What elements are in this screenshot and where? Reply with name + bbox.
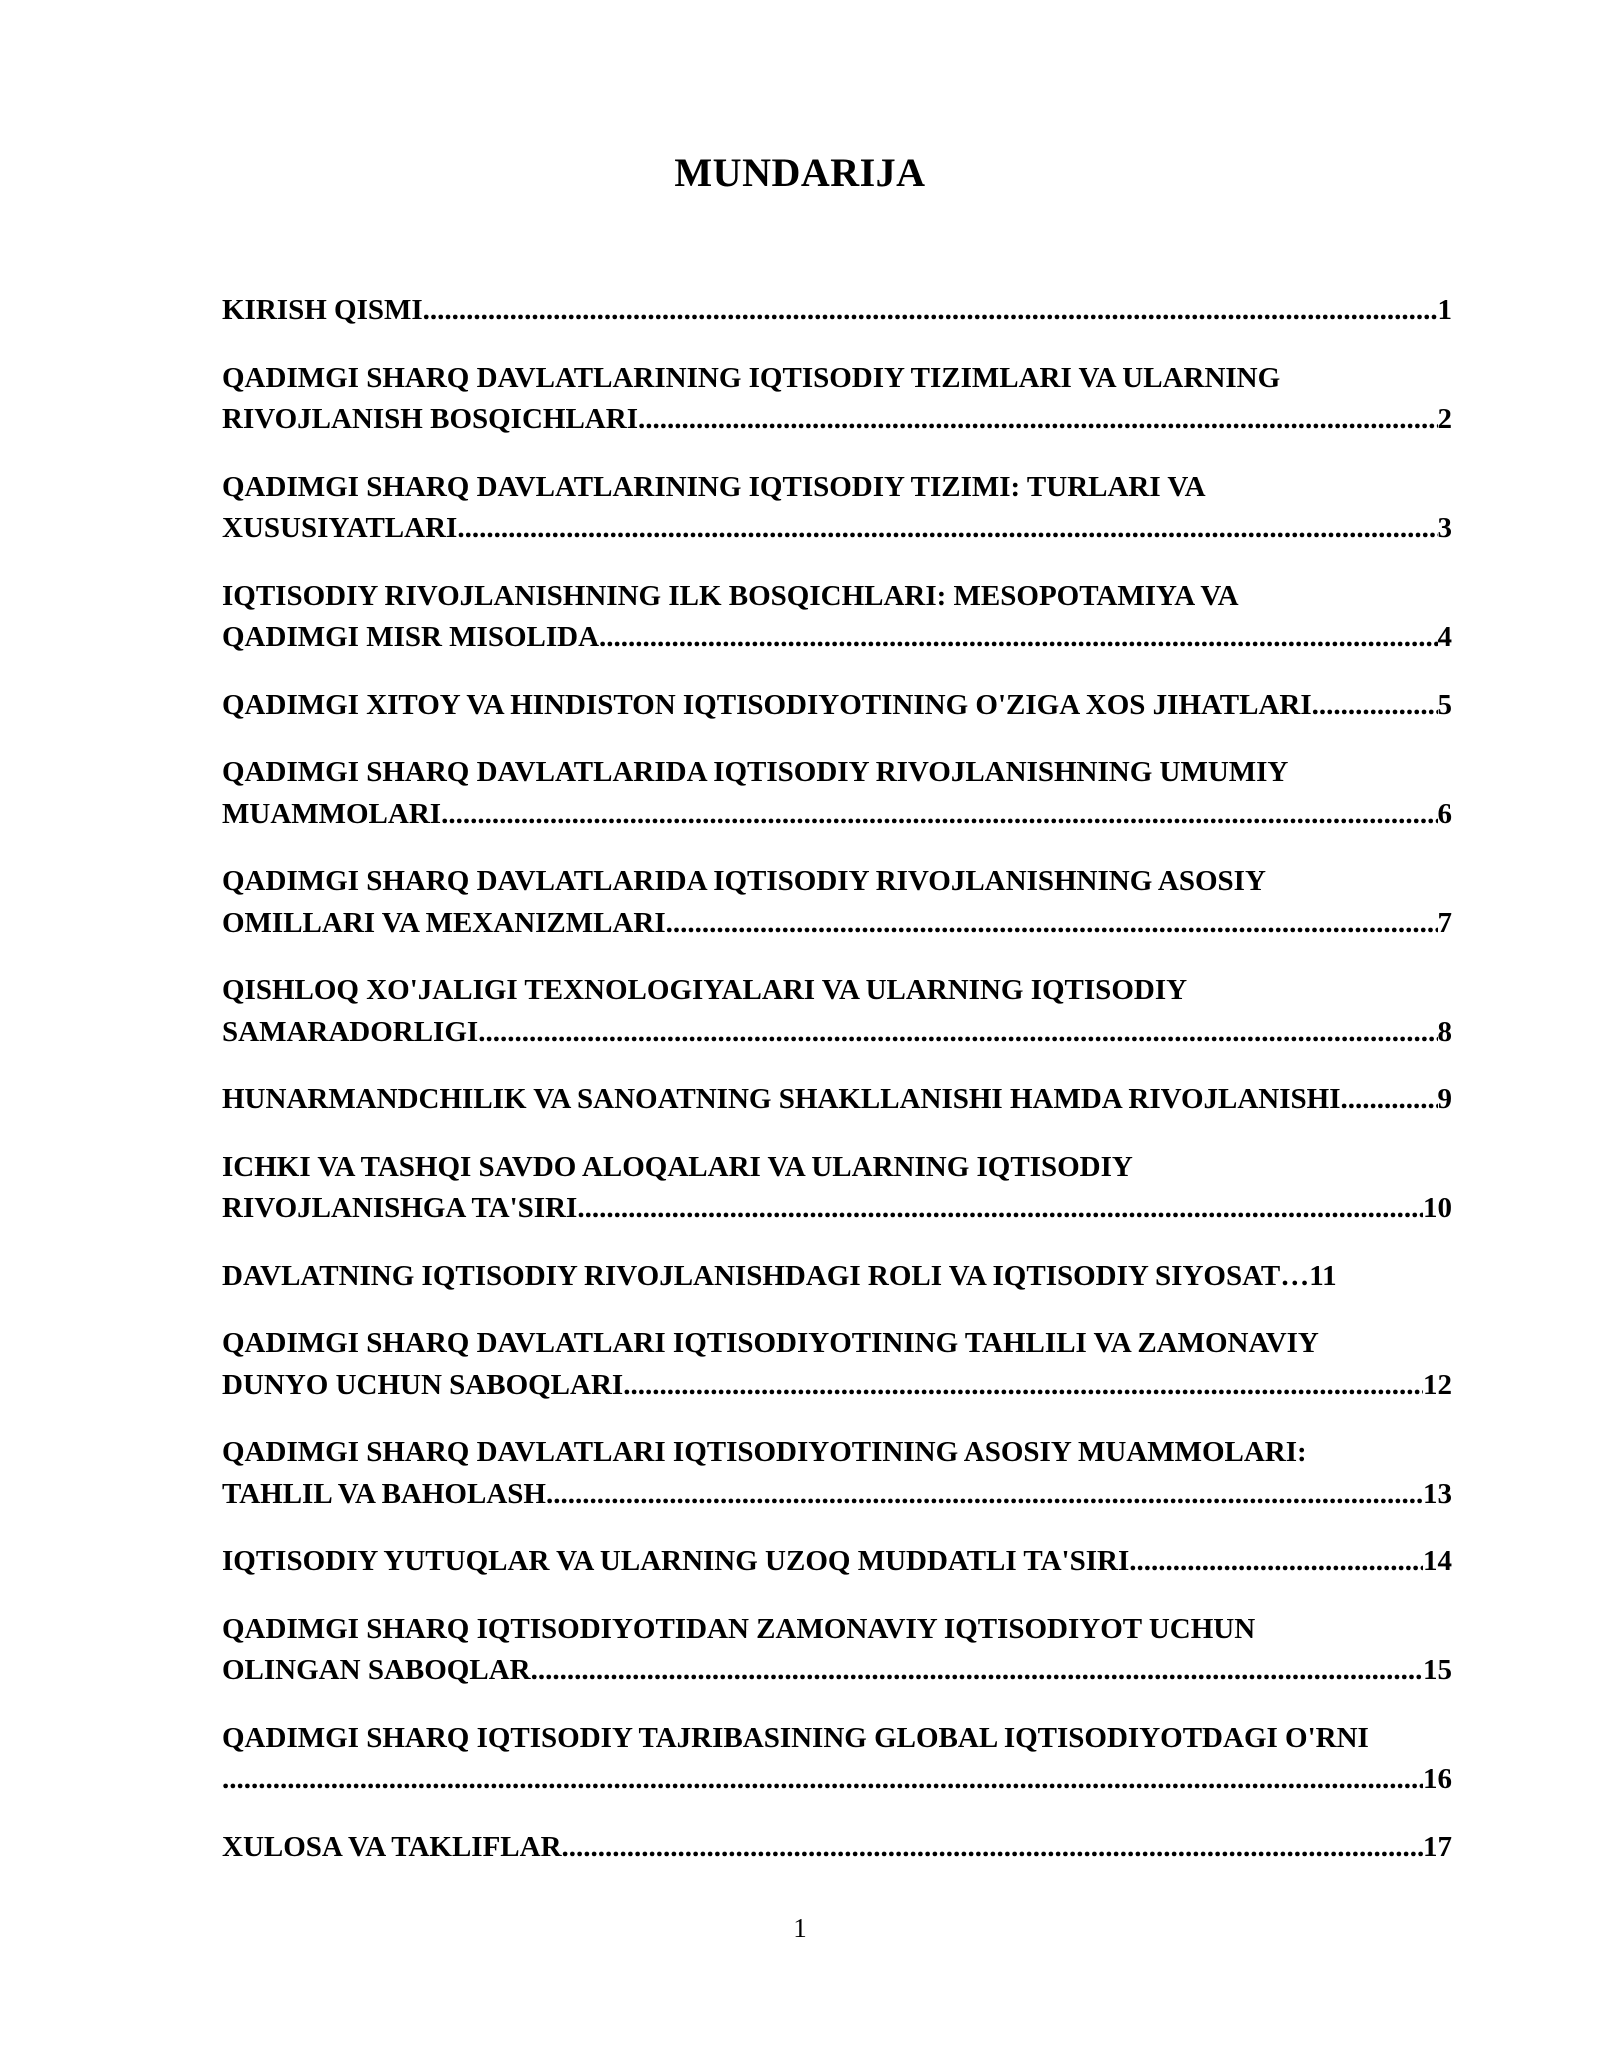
toc-entry-leader-line	[222, 1365, 1452, 1407]
toc-entry[interactable]	[222, 1827, 1452, 1869]
dot-leader	[638, 399, 1438, 441]
toc-entry[interactable]	[222, 1256, 1452, 1298]
toc-entry-title-line: ICHKI VA TASHQI SAVDO ALOQALARI VA ULARNING IQTISODIY	[222, 1150, 1133, 1183]
dot-leader	[457, 508, 1437, 550]
toc-entry-title: QADIMGI MISR MISOLIDA	[222, 621, 600, 653]
toc-entry-title: KIRISH QISMI	[222, 294, 423, 326]
dot-leader	[562, 1827, 1423, 1869]
toc-entry-title-line: QISHLOQ XO'JALIGI TEXNOLOGIYALARI VA ULARNING IQTISODIY	[222, 974, 1188, 1006]
toc-page-number: 10	[1423, 1192, 1452, 1224]
toc-page-number: 8	[1437, 1015, 1452, 1048]
toc-entry-leader-line	[222, 1012, 1452, 1054]
toc-entry[interactable]	[222, 290, 1452, 332]
toc-entry[interactable]	[222, 1541, 1452, 1583]
toc-entry-title: IQTISODIY YUTUQLAR VA ULARNING UZOQ MUDDATLI TA'SIRI	[222, 1545, 1130, 1577]
toc-entry-title-line: QADIMGI SHARQ DAVLATLARIDA IQTISODIY RIVOJLANISHNING UMUMIY	[222, 756, 1289, 788]
toc-entry-leader-line	[222, 903, 1452, 945]
table-of-contents	[222, 290, 1452, 1894]
toc-entry-leader-line	[222, 1079, 1452, 1121]
toc-entry-title: HUNARMANDCHILIK VA SANOATNING SHAKLLANISHI HAMDA RIVOJLANISHI	[222, 1083, 1341, 1115]
toc-entry-title: RIVOJLANISHGA TA'SIRI	[222, 1192, 578, 1224]
toc-entry-leader-line	[222, 290, 1452, 332]
toc-entry[interactable]	[222, 1079, 1452, 1121]
dot-leader	[441, 794, 1437, 836]
toc-entry-title: MUAMMOLARI	[222, 797, 442, 830]
toc-entry[interactable]	[222, 861, 1452, 944]
toc-page-number: 14	[1423, 1545, 1452, 1577]
toc-entry-title: OLINGAN SABOQLAR	[222, 1654, 531, 1686]
toc-entry[interactable]	[222, 1609, 1452, 1692]
toc-page-number: 17	[1423, 1830, 1452, 1863]
dot-leader	[599, 617, 1437, 659]
dot-leader	[546, 1474, 1423, 1516]
toc-entry-leader-line	[222, 617, 1452, 659]
dot-leader	[423, 290, 1438, 332]
page-number: 1	[793, 1913, 807, 1943]
page-title: MUNDARIJA	[674, 150, 926, 195]
toc-page-number: 9	[1437, 1083, 1452, 1115]
toc-entry-title: TAHLIL VA BAHOLASH	[222, 1477, 546, 1510]
toc-entry-leader-line	[222, 1650, 1452, 1692]
toc-page-number: 2	[1437, 403, 1452, 435]
toc-page-number: 11	[1309, 1259, 1337, 1292]
dot-leader	[577, 1188, 1423, 1230]
toc-entry-title: XUSUSIYATLARI	[222, 512, 458, 544]
toc-entry-leader-line	[222, 1541, 1452, 1583]
toc-entry-leader-line	[222, 1188, 1452, 1230]
toc-entry[interactable]	[222, 1147, 1452, 1230]
toc-entry-leader-line	[222, 1827, 1452, 1869]
dot-leader	[222, 1759, 1423, 1801]
toc-entry-title-line: QADIMGI SHARQ IQTISODIY TAJRIBASINING GLOBAL IQTISODIYOTDAGI O'RNI	[222, 1721, 1369, 1754]
toc-entry-leader-line	[222, 1474, 1452, 1516]
toc-entry[interactable]	[222, 1323, 1452, 1406]
dot-leader	[1129, 1541, 1423, 1583]
toc-entry-title-line: QADIMGI SHARQ IQTISODIYOTIDAN ZAMONAVIY IQTISODIYOT UCHUN	[222, 1612, 1256, 1645]
dot-leader	[1312, 685, 1438, 727]
toc-entry[interactable]	[222, 1718, 1452, 1801]
toc-entry-title-line: QADIMGI SHARQ DAVLATLARINING IQTISODIY TIZIMI: TURLARI VA	[222, 470, 1206, 503]
toc-entry-leader-line	[222, 794, 1452, 836]
toc-entry-title: SAMARADORLIGI	[222, 1015, 479, 1048]
toc-entry-leader-line	[222, 399, 1452, 441]
toc-page-number: 13	[1423, 1477, 1452, 1510]
toc-entry[interactable]	[222, 1432, 1452, 1515]
toc-entry-title: DUNYO UCHUN SABOQLARI	[222, 1368, 624, 1401]
dot-leader	[666, 903, 1438, 945]
toc-entry[interactable]	[222, 358, 1452, 441]
dot-leader	[478, 1012, 1437, 1054]
toc-page-number: 6	[1437, 797, 1452, 830]
toc-entry-title-line: QADIMGI SHARQ DAVLATLARI IQTISODIYOTINING TAHLILI VA ZAMONAVIY	[222, 1327, 1319, 1359]
toc-page-number: 5	[1437, 688, 1452, 721]
toc-entry[interactable]	[222, 970, 1452, 1053]
toc-entry[interactable]	[222, 576, 1452, 659]
toc-page-number: 12	[1423, 1368, 1452, 1401]
toc-entry-title-line: QADIMGI SHARQ DAVLATLARI IQTISODIYOTINING ASOSIY MUAMMOLARI:	[222, 1436, 1307, 1468]
toc-page-number: 7	[1437, 906, 1452, 939]
toc-entry-leader-line	[222, 1759, 1452, 1801]
toc-entry-title: DAVLATNING IQTISODIY RIVOJLANISHDAGI ROLI VA IQTISODIY SIYOSAT…	[222, 1259, 1310, 1292]
toc-entry[interactable]	[222, 467, 1452, 550]
toc-entry-leader-line	[222, 685, 1452, 727]
toc-entry-title-line: IQTISODIY RIVOJLANISHNING ILK BOSQICHLARI: MESOPOTAMIYA VA	[222, 579, 1239, 612]
toc-entry-title: XULOSA VA TAKLIFLAR	[222, 1830, 562, 1863]
toc-entry-title: RIVOJLANISH BOSQICHLARI	[222, 403, 638, 435]
toc-page-number: 3	[1437, 512, 1452, 544]
toc-entry-leader-line	[222, 508, 1452, 550]
dot-leader	[623, 1365, 1423, 1407]
dot-leader	[531, 1650, 1423, 1692]
toc-entry[interactable]	[222, 752, 1452, 835]
dot-leader	[1341, 1079, 1438, 1121]
toc-entry-title-line: QADIMGI SHARQ DAVLATLARINING IQTISODIY TIZIMLARI VA ULARNING	[222, 361, 1281, 394]
toc-entry-title-line: QADIMGI SHARQ DAVLATLARIDA IQTISODIY RIVOJLANISHNING ASOSIY	[222, 865, 1266, 897]
toc-page-number: 4	[1437, 621, 1452, 653]
toc-entry[interactable]	[222, 685, 1452, 727]
toc-page-number: 16	[1423, 1763, 1452, 1795]
toc-page-number: 1	[1437, 294, 1452, 326]
toc-entry-title: OMILLARI VA MEXANIZMLARI	[222, 906, 666, 939]
toc-entry-title: QADIMGI XITOY VA HINDISTON IQTISODIYOTINING O'ZIGA XOS JIHATLARI	[222, 688, 1312, 721]
toc-entry-leader-line	[222, 1256, 1452, 1298]
toc-page-number: 15	[1423, 1654, 1452, 1686]
